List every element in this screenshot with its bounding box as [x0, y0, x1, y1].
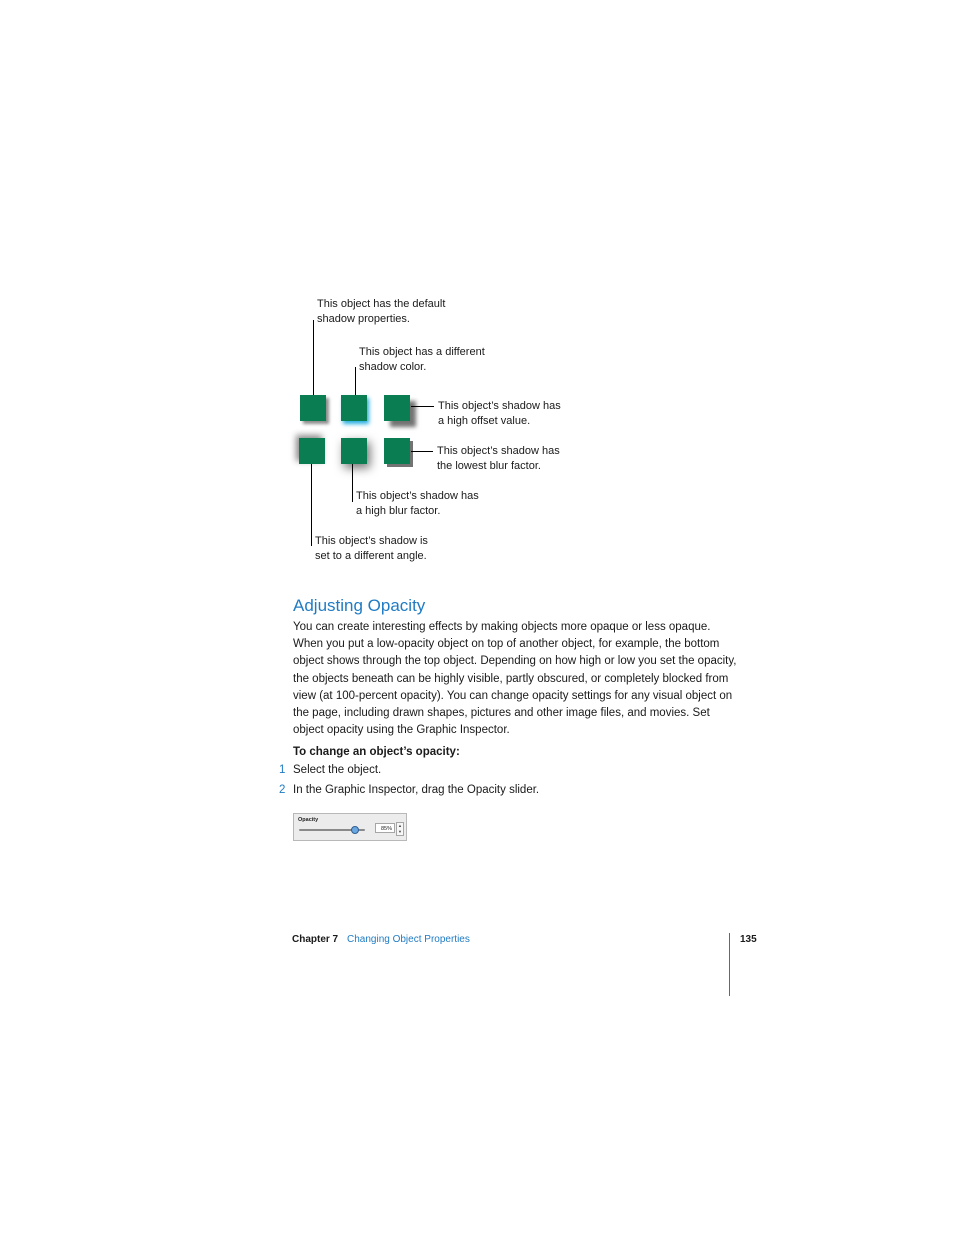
- shadow-square-high-blur: [341, 438, 367, 464]
- leader-line-offset: [411, 406, 434, 407]
- body-paragraph: [293, 619, 738, 739]
- callout-offset: [438, 399, 561, 429]
- callout-high-blur-line2: a high blur factor.: [356, 505, 441, 517]
- opacity-slider-knob[interactable]: [351, 826, 359, 834]
- callout-offset-line2: a high offset value.: [438, 415, 531, 427]
- callout-color: [359, 345, 485, 375]
- opacity-label: Opacity: [298, 817, 319, 823]
- callout-lowest-blur-line2: the lowest blur factor.: [437, 460, 541, 472]
- callout-lowest-blur: [437, 444, 560, 474]
- shadow-square-angle: [299, 438, 325, 464]
- shadow-square-default: [300, 395, 326, 421]
- step-text-1: Select the object.: [293, 764, 382, 776]
- footer-divider: [729, 933, 730, 996]
- leader-line-angle: [311, 464, 312, 546]
- page-number: 135: [740, 934, 757, 945]
- step-number-2: 2: [279, 784, 286, 796]
- leader-line-color: [355, 367, 356, 395]
- callout-default-line2: shadow properties.: [317, 313, 410, 325]
- shadow-square-offset: [384, 395, 410, 421]
- section-heading: Adjusting Opacity: [293, 596, 426, 615]
- opacity-inspector-panel: [293, 813, 407, 841]
- stepper-down-icon[interactable]: ▼: [398, 829, 402, 834]
- callout-offset-line1: This object’s shadow has: [438, 400, 561, 412]
- shadow-square-color: [341, 395, 367, 421]
- shadow-square-lowest-blur: [384, 438, 410, 464]
- opacity-stepper[interactable]: [396, 822, 404, 836]
- footer-chapter-title: Changing Object Properties: [347, 934, 470, 945]
- callout-angle-line2: set to a different angle.: [315, 550, 427, 562]
- callout-color-line2: shadow color.: [359, 361, 427, 373]
- step-number-1: 1: [279, 764, 286, 776]
- body-text: You can create interesting effects by making objects more opaque or less opaque. When you put a low-opacity object on top of another object, for example, the bottom object shows through the top object. Depending on how high or low you set the opacity, the objects beneath can be highly visible, partly obscured, or completely blocked from view (at 100-percent opacity). You can change opacity settings for any visual object on the page, including drawn shapes, pictures and other image files, and movies. Set object opacity using the Graphic Inspector.: [293, 621, 737, 737]
- footer-chapter: Chapter 7: [292, 934, 339, 945]
- stepper-up-icon[interactable]: ▲: [398, 823, 402, 828]
- leader-line-default: [313, 320, 314, 395]
- callout-angle-line1: This object’s shadow is: [315, 535, 428, 547]
- opacity-value-field[interactable]: 85%: [375, 823, 395, 833]
- procedure-title: To change an object’s opacity:: [293, 746, 460, 758]
- callout-high-blur-line1: This object’s shadow has: [356, 490, 479, 502]
- leader-line-high-blur: [352, 464, 353, 502]
- callout-angle: [315, 534, 428, 564]
- callout-high-blur: [356, 489, 479, 519]
- step-text-2: In the Graphic Inspector, drag the Opacity slider.: [293, 784, 540, 796]
- callout-color-line1: This object has a different: [359, 346, 485, 358]
- callout-default: [317, 297, 445, 327]
- callout-default-line1: This object has the default: [317, 298, 446, 310]
- callout-lowest-blur-line1: This object’s shadow has: [437, 445, 560, 457]
- leader-line-lowest-blur: [411, 451, 433, 452]
